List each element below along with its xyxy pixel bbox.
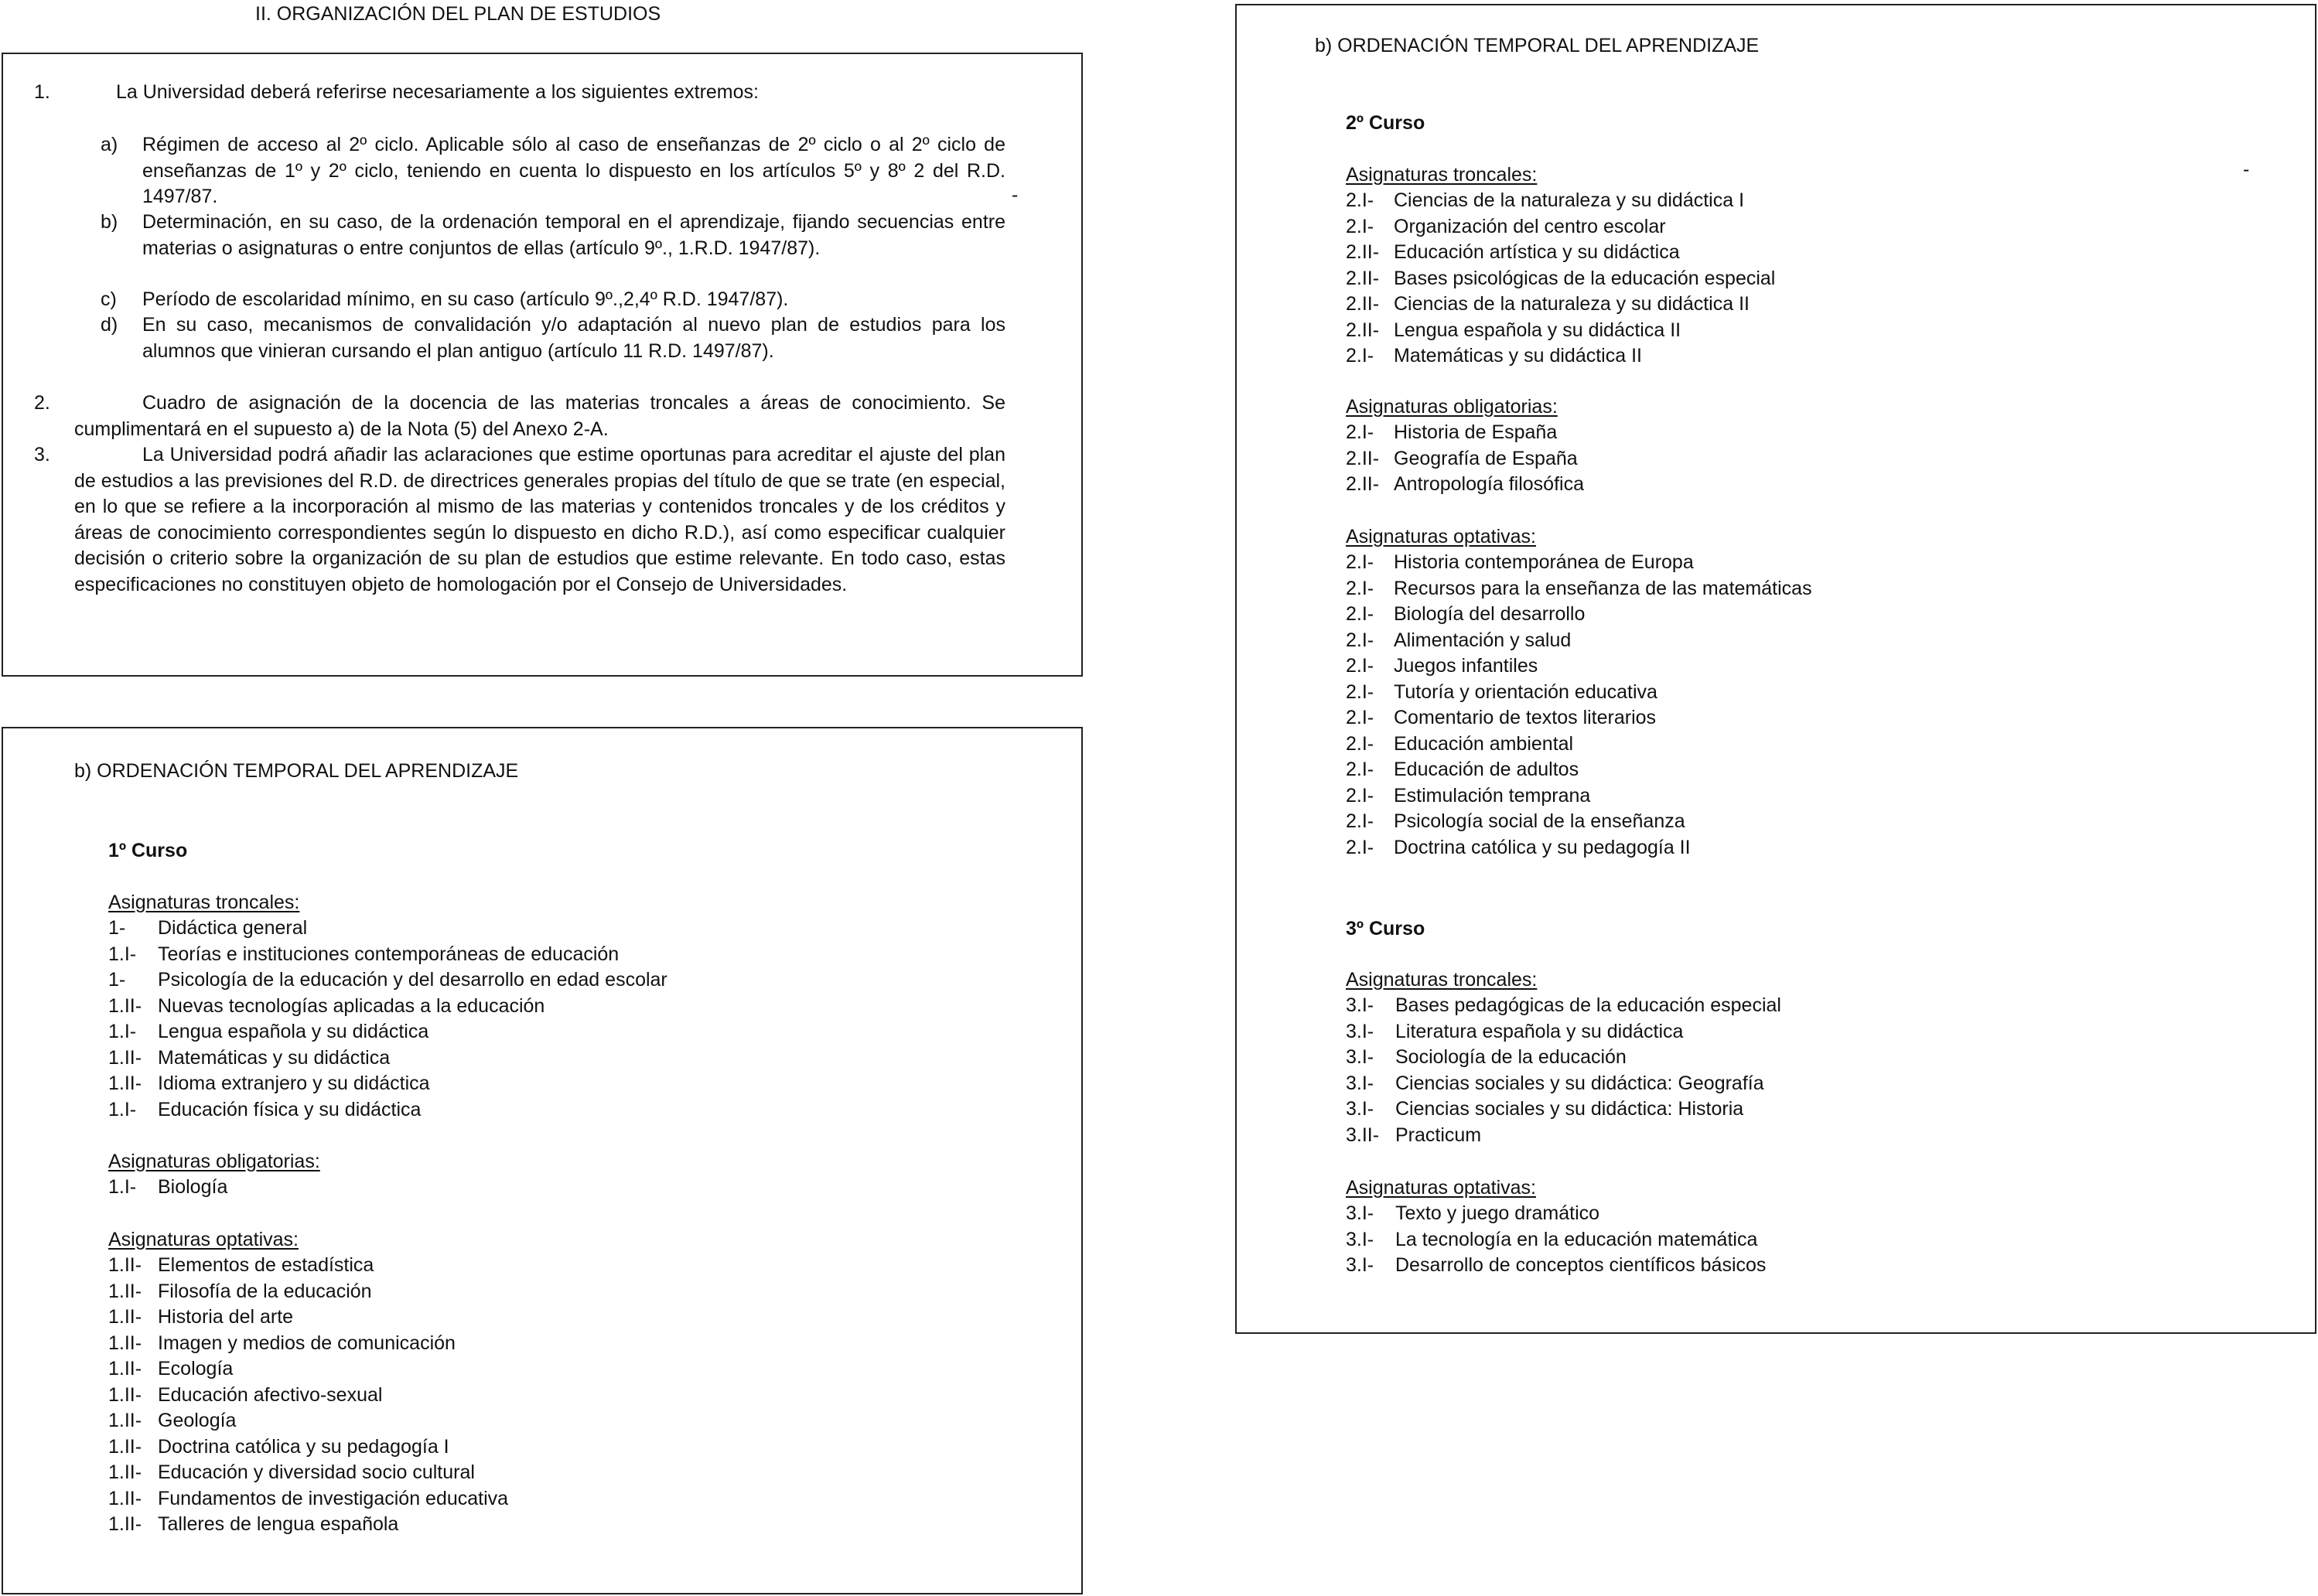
subject-code: 1.II- <box>108 1487 142 1509</box>
subject-name: Educación física y su didáctica <box>158 1098 422 1120</box>
curso-1-obligatorias-list <box>108 1175 227 1201</box>
subject-item <box>108 1253 508 1279</box>
subject-item <box>108 1512 508 1538</box>
note-1-number: 1. <box>34 81 50 103</box>
curso-2-title: 2º Curso <box>1346 112 1425 134</box>
subject-name: Psicología de la educación y del desarrollo en edad escolar <box>158 969 667 991</box>
curso-1-troncales-list <box>108 916 667 1123</box>
subject-name: Educación de adultos <box>1394 759 1579 780</box>
subject-code: 2.II- <box>1346 319 1380 341</box>
subject-name: Idioma extranjero y su didáctica <box>158 1073 430 1094</box>
subject-code: 1- <box>108 917 126 939</box>
subject-item <box>108 1331 508 1357</box>
subject-item <box>1346 602 1812 628</box>
subject-item <box>1346 214 1775 240</box>
subject-item <box>108 1045 667 1072</box>
subject-name: Organización del centro escolar <box>1394 215 1666 237</box>
subject-code: 1.II- <box>108 1046 142 1069</box>
subject-code: 2.II- <box>1346 267 1380 289</box>
item-a <box>101 132 1005 210</box>
subject-name: Texto y juego dramático <box>1395 1202 1600 1224</box>
subject-item <box>1346 550 1812 576</box>
subject-item <box>1346 292 1775 318</box>
subject-name: Juegos infantiles <box>1394 655 1538 677</box>
subject-item <box>1346 757 1812 783</box>
subject-code: 1.II- <box>108 1358 142 1379</box>
subject-name: Nuevas tecnologías aplicadas a la educación <box>158 994 545 1017</box>
item-b <box>101 210 1005 287</box>
subject-code: 1.II- <box>108 1410 142 1431</box>
subject-item <box>108 1097 667 1124</box>
subject-item <box>1346 343 1775 370</box>
subject-code: 1.II- <box>108 1461 142 1483</box>
subject-name: Filosofía de la educación <box>158 1280 372 1302</box>
subject-name: Historia contemporánea de Europa <box>1394 551 1694 573</box>
subject-name: Matemáticas y su didáctica II <box>1394 345 1642 367</box>
subject-item <box>1346 446 1584 472</box>
curso-3-optativas-label: Asignaturas optativas: <box>1346 1177 1536 1199</box>
item-c-marker: c) <box>101 288 117 310</box>
subject-name: Historia de España <box>1394 421 1558 443</box>
subject-item <box>1346 1227 1766 1253</box>
subject-item <box>108 1408 508 1434</box>
item-d-marker: d) <box>101 314 118 336</box>
subject-code: 3.I- <box>1346 1228 1374 1250</box>
subject-name: Teorías e instituciones contemporáneas de educación <box>158 943 620 965</box>
item-b-marker: b) <box>101 211 118 233</box>
subject-code: 1.II- <box>108 1254 142 1276</box>
subject-item <box>108 994 667 1020</box>
subject-name: Imagen y medios de comunicación <box>158 1332 456 1354</box>
subject-item <box>108 967 667 994</box>
subject-name: Ciencias sociales y su didáctica: Historia <box>1395 1098 1744 1120</box>
subject-item <box>1346 318 1775 344</box>
subject-code: 1.I- <box>108 1021 137 1042</box>
subject-code: 1.I- <box>108 1176 137 1198</box>
subject-name: Practicum <box>1395 1124 1482 1146</box>
subject-code: 2.I- <box>1346 810 1374 832</box>
subject-item <box>1346 1045 1781 1071</box>
item-a-marker: a) <box>101 134 118 155</box>
subject-name: Matemáticas y su didáctica <box>158 1046 391 1069</box>
subject-name: Ciencias de la naturaleza y su didáctica II <box>1394 293 1750 315</box>
subject-name: Sociología de la educación <box>1395 1046 1627 1068</box>
stray-mark: - <box>1012 184 1019 206</box>
subject-code: 3.II- <box>1346 1124 1380 1146</box>
curso-1-optativas-label: Asignaturas optativas: <box>108 1229 299 1250</box>
subject-item <box>1346 993 1781 1019</box>
subject-name: Ciencias de la naturaleza y su didáctica I <box>1394 189 1745 211</box>
subject-item <box>1346 835 1812 861</box>
subject-item <box>1346 1071 1781 1097</box>
subject-code: 1.II- <box>108 1435 142 1458</box>
subject-name: Tutoría y orientación educativa <box>1394 680 1657 703</box>
subject-code: 2.I- <box>1346 759 1374 780</box>
subject-code: 1.I- <box>108 1098 137 1120</box>
item-d <box>101 312 1005 364</box>
subject-code: 2.I- <box>1346 215 1374 237</box>
subject-item <box>1346 705 1812 732</box>
subject-code: 2.II- <box>1346 473 1380 495</box>
subject-code: 1.II- <box>108 1306 142 1328</box>
subject-item <box>108 1304 508 1331</box>
subject-code: 1.II- <box>108 1513 142 1535</box>
subject-item <box>108 1175 227 1201</box>
subject-code: 1.II- <box>108 994 142 1017</box>
subject-name: Historia del arte <box>158 1306 294 1328</box>
subject-name: Lengua española y su didáctica <box>158 1021 429 1042</box>
section-heading-left: b) ORDENACIÓN TEMPORAL DEL APRENDIZAJE <box>74 760 519 782</box>
note-2-text: Cuadro de asignación de la docencia de las materias troncales a áreas de conocimiento. Se cumplimentará en el supuesto a) de la Nota (5) del Anexo 2-A. <box>74 392 1005 440</box>
subject-code: 2.I- <box>1346 655 1374 677</box>
subject-name: Didáctica general <box>158 917 308 939</box>
item-d-text: En su caso, mecanismos de convalidación y/o adaptación al nuevo plan de estudios para los alumnos que vinieran cursando el plan antiguo (artículo 11 R.D. 1497/87). <box>142 314 1005 362</box>
subject-code: 3.I- <box>1346 1098 1374 1120</box>
subject-code: 2.I- <box>1346 577 1374 599</box>
note-2-number: 2. <box>34 392 50 414</box>
page-title: II. ORGANIZACIÓN DEL PLAN DE ESTUDIOS <box>255 3 661 25</box>
subject-name: Recursos para la enseñanza de las matemáticas <box>1394 577 1812 599</box>
subject-item <box>1346 240 1775 266</box>
subject-code: 1.II- <box>108 1073 142 1094</box>
subject-code: 2.I- <box>1346 551 1374 573</box>
subject-item <box>108 1434 508 1461</box>
subject-code: 2.II- <box>1346 293 1380 315</box>
subject-name: Bases psicológicas de la educación especial <box>1394 267 1776 289</box>
subject-item <box>1346 266 1775 292</box>
subject-name: Educación artística y su didáctica <box>1394 241 1680 263</box>
subject-code: 3.I- <box>1346 1072 1374 1094</box>
subject-code: 2.I- <box>1346 732 1374 755</box>
subject-name: Comentario de textos literarios <box>1394 707 1657 728</box>
subject-name: Estimulación temprana <box>1394 784 1591 807</box>
subject-name: Literatura española y su didáctica <box>1395 1020 1684 1042</box>
curso-3-troncales-label: Asignaturas troncales: <box>1346 969 1538 991</box>
subject-name: Ciencias sociales y su didáctica: Geografía <box>1395 1072 1764 1094</box>
subject-code: 1.II- <box>108 1383 142 1406</box>
subject-name: Talleres de lengua española <box>158 1513 399 1535</box>
subject-item <box>1346 809 1812 835</box>
subject-code: 2.II- <box>1346 241 1380 263</box>
subject-code: 2.I- <box>1346 629 1374 651</box>
subject-item <box>1346 472 1584 498</box>
subject-name: Geología <box>158 1410 237 1431</box>
stray-mark: - <box>2243 159 2250 180</box>
subject-name: Fundamentos de investigación educativa <box>158 1487 509 1509</box>
subject-item <box>1346 1201 1766 1227</box>
subject-code: 2.I- <box>1346 707 1374 728</box>
subject-code: 3.I- <box>1346 1020 1374 1042</box>
subject-item <box>1346 1019 1781 1045</box>
subject-item <box>1346 420 1584 446</box>
subject-item <box>108 1383 508 1409</box>
curso-3-troncales-list <box>1346 993 1781 1148</box>
subject-item <box>108 1019 667 1045</box>
subject-name: Educación y diversidad socio cultural <box>158 1461 475 1483</box>
subject-name: Doctrina católica y su pedagogía II <box>1394 836 1691 858</box>
subject-code: 3.I- <box>1346 994 1374 1016</box>
subject-item <box>1346 628 1812 654</box>
subject-name: Ecología <box>158 1358 234 1379</box>
subject-item <box>1346 680 1812 706</box>
subject-code: 2.I- <box>1346 603 1374 625</box>
subject-name: Doctrina católica y su pedagogía I <box>158 1435 449 1458</box>
subject-name: Educación ambiental <box>1394 732 1574 755</box>
curso-1-optativas-list <box>108 1253 508 1538</box>
subject-item <box>1346 732 1812 758</box>
subject-code: 1- <box>108 969 126 991</box>
curso-2-troncales-list <box>1346 188 1775 370</box>
subject-code: 1.II- <box>108 1280 142 1302</box>
section-heading-right: b) ORDENACIÓN TEMPORAL DEL APRENDIZAJE <box>1315 35 1760 56</box>
subject-item <box>1346 783 1812 810</box>
subject-name: Educación afectivo-sexual <box>158 1383 383 1406</box>
subject-name: Biología del desarrollo <box>1394 603 1586 625</box>
item-c-text: Período de escolaridad mínimo, en su caso (artículo 9º.,2,4º R.D. 1947/87). <box>142 288 789 310</box>
subject-name: Lengua española y su didáctica II <box>1394 319 1681 341</box>
curso-2-troncales-label: Asignaturas troncales: <box>1346 164 1538 186</box>
subject-name: Psicología social de la enseñanza <box>1394 810 1685 832</box>
item-a-text: Régimen de acceso al 2º ciclo. Aplicable sólo al caso de enseñanzas de 2º ciclo o al 2º ciclo de enseñanzas de 1º y 2º ciclo, teniendo en cuenta lo dispuesto en los artículos 5º y 8º 2 del R.D. 1497/87. <box>142 134 1005 207</box>
curso-2-optativas-list <box>1346 550 1812 861</box>
subject-name: Geografía de España <box>1394 447 1578 469</box>
subject-item <box>108 1356 508 1383</box>
subject-name: Elementos de estadística <box>158 1254 374 1276</box>
subject-code: 2.I- <box>1346 836 1374 858</box>
subject-code: 2.I- <box>1346 680 1374 703</box>
curso-1-troncales-label: Asignaturas troncales: <box>108 892 300 913</box>
subject-item <box>108 1279 508 1305</box>
subject-item <box>108 916 667 942</box>
subject-code: 2.II- <box>1346 447 1380 469</box>
curso-2-optativas-label: Asignaturas optativas: <box>1346 526 1536 547</box>
item-c <box>101 287 1005 313</box>
subject-item <box>1346 576 1812 602</box>
subject-code: 3.I- <box>1346 1254 1374 1276</box>
subject-code: 3.I- <box>1346 1046 1374 1068</box>
subject-item <box>1346 653 1812 680</box>
subject-item <box>1346 188 1775 214</box>
subject-code: 1.II- <box>108 1332 142 1354</box>
subject-item <box>108 942 667 968</box>
subject-name: Antropología filosófica <box>1394 473 1584 495</box>
subject-code: 2.I- <box>1346 784 1374 807</box>
subject-code: 2.I- <box>1346 421 1374 443</box>
subject-code: 1.I- <box>108 943 137 965</box>
curso-1-title: 1º Curso <box>108 840 188 861</box>
subject-name: Desarrollo de conceptos científicos básicos <box>1395 1254 1767 1276</box>
subject-code: 2.I- <box>1346 189 1374 211</box>
subject-name: Bases pedagógicas de la educación especial <box>1395 994 1781 1016</box>
note-3-text: La Universidad podrá añadir las aclaraciones que estime oportunas para acreditar el ajuste del plan de estudios a las previsiones del R.D. de directrices generales propias del título de que se trate (en especial, en lo que se refiere a la incorporación al mismo de las materias y contenidos troncales y de los créditos y áreas de conocimiento correspondientes según lo dispuesto en dicho R.D.), así como especificar cualquier decisión o criterio sobre la organización de su plan de estudios que estime relevante. En todo caso, estas especificaciones no constituyen objeto de homologación por el Consejo de Universidades. <box>74 444 1005 595</box>
subject-item <box>108 1486 508 1512</box>
curso-1-obligatorias-label: Asignaturas obligatorias: <box>108 1151 320 1172</box>
item-b-text: Determinación, en su caso, de la ordenación temporal en el aprendizaje, fijando secuencias entre materias o asignaturas o entre conjuntos de ellas (artículo 9º., 1.R.D. 1947/87). <box>142 211 1005 259</box>
note-1-text: La Universidad deberá referirse necesariamente a los siguientes extremos: <box>116 81 759 103</box>
subject-item <box>1346 1253 1766 1279</box>
curso-3-optativas-list <box>1346 1201 1766 1279</box>
curso-3-title: 3º Curso <box>1346 918 1425 940</box>
curso-2-obligatorias-label: Asignaturas obligatorias: <box>1346 396 1558 418</box>
subject-name: Biología <box>158 1176 228 1198</box>
subject-item <box>1346 1096 1781 1123</box>
subject-code: 2.I- <box>1346 345 1374 367</box>
subject-item <box>108 1460 508 1486</box>
subject-item <box>108 1071 667 1097</box>
subject-code: 3.I- <box>1346 1202 1374 1224</box>
note-3-number: 3. <box>34 444 50 466</box>
subject-name: La tecnología en la educación matemática <box>1395 1228 1758 1250</box>
subject-item <box>1346 1123 1781 1149</box>
subject-name: Alimentación y salud <box>1394 629 1572 651</box>
curso-2-obligatorias-list <box>1346 420 1584 498</box>
